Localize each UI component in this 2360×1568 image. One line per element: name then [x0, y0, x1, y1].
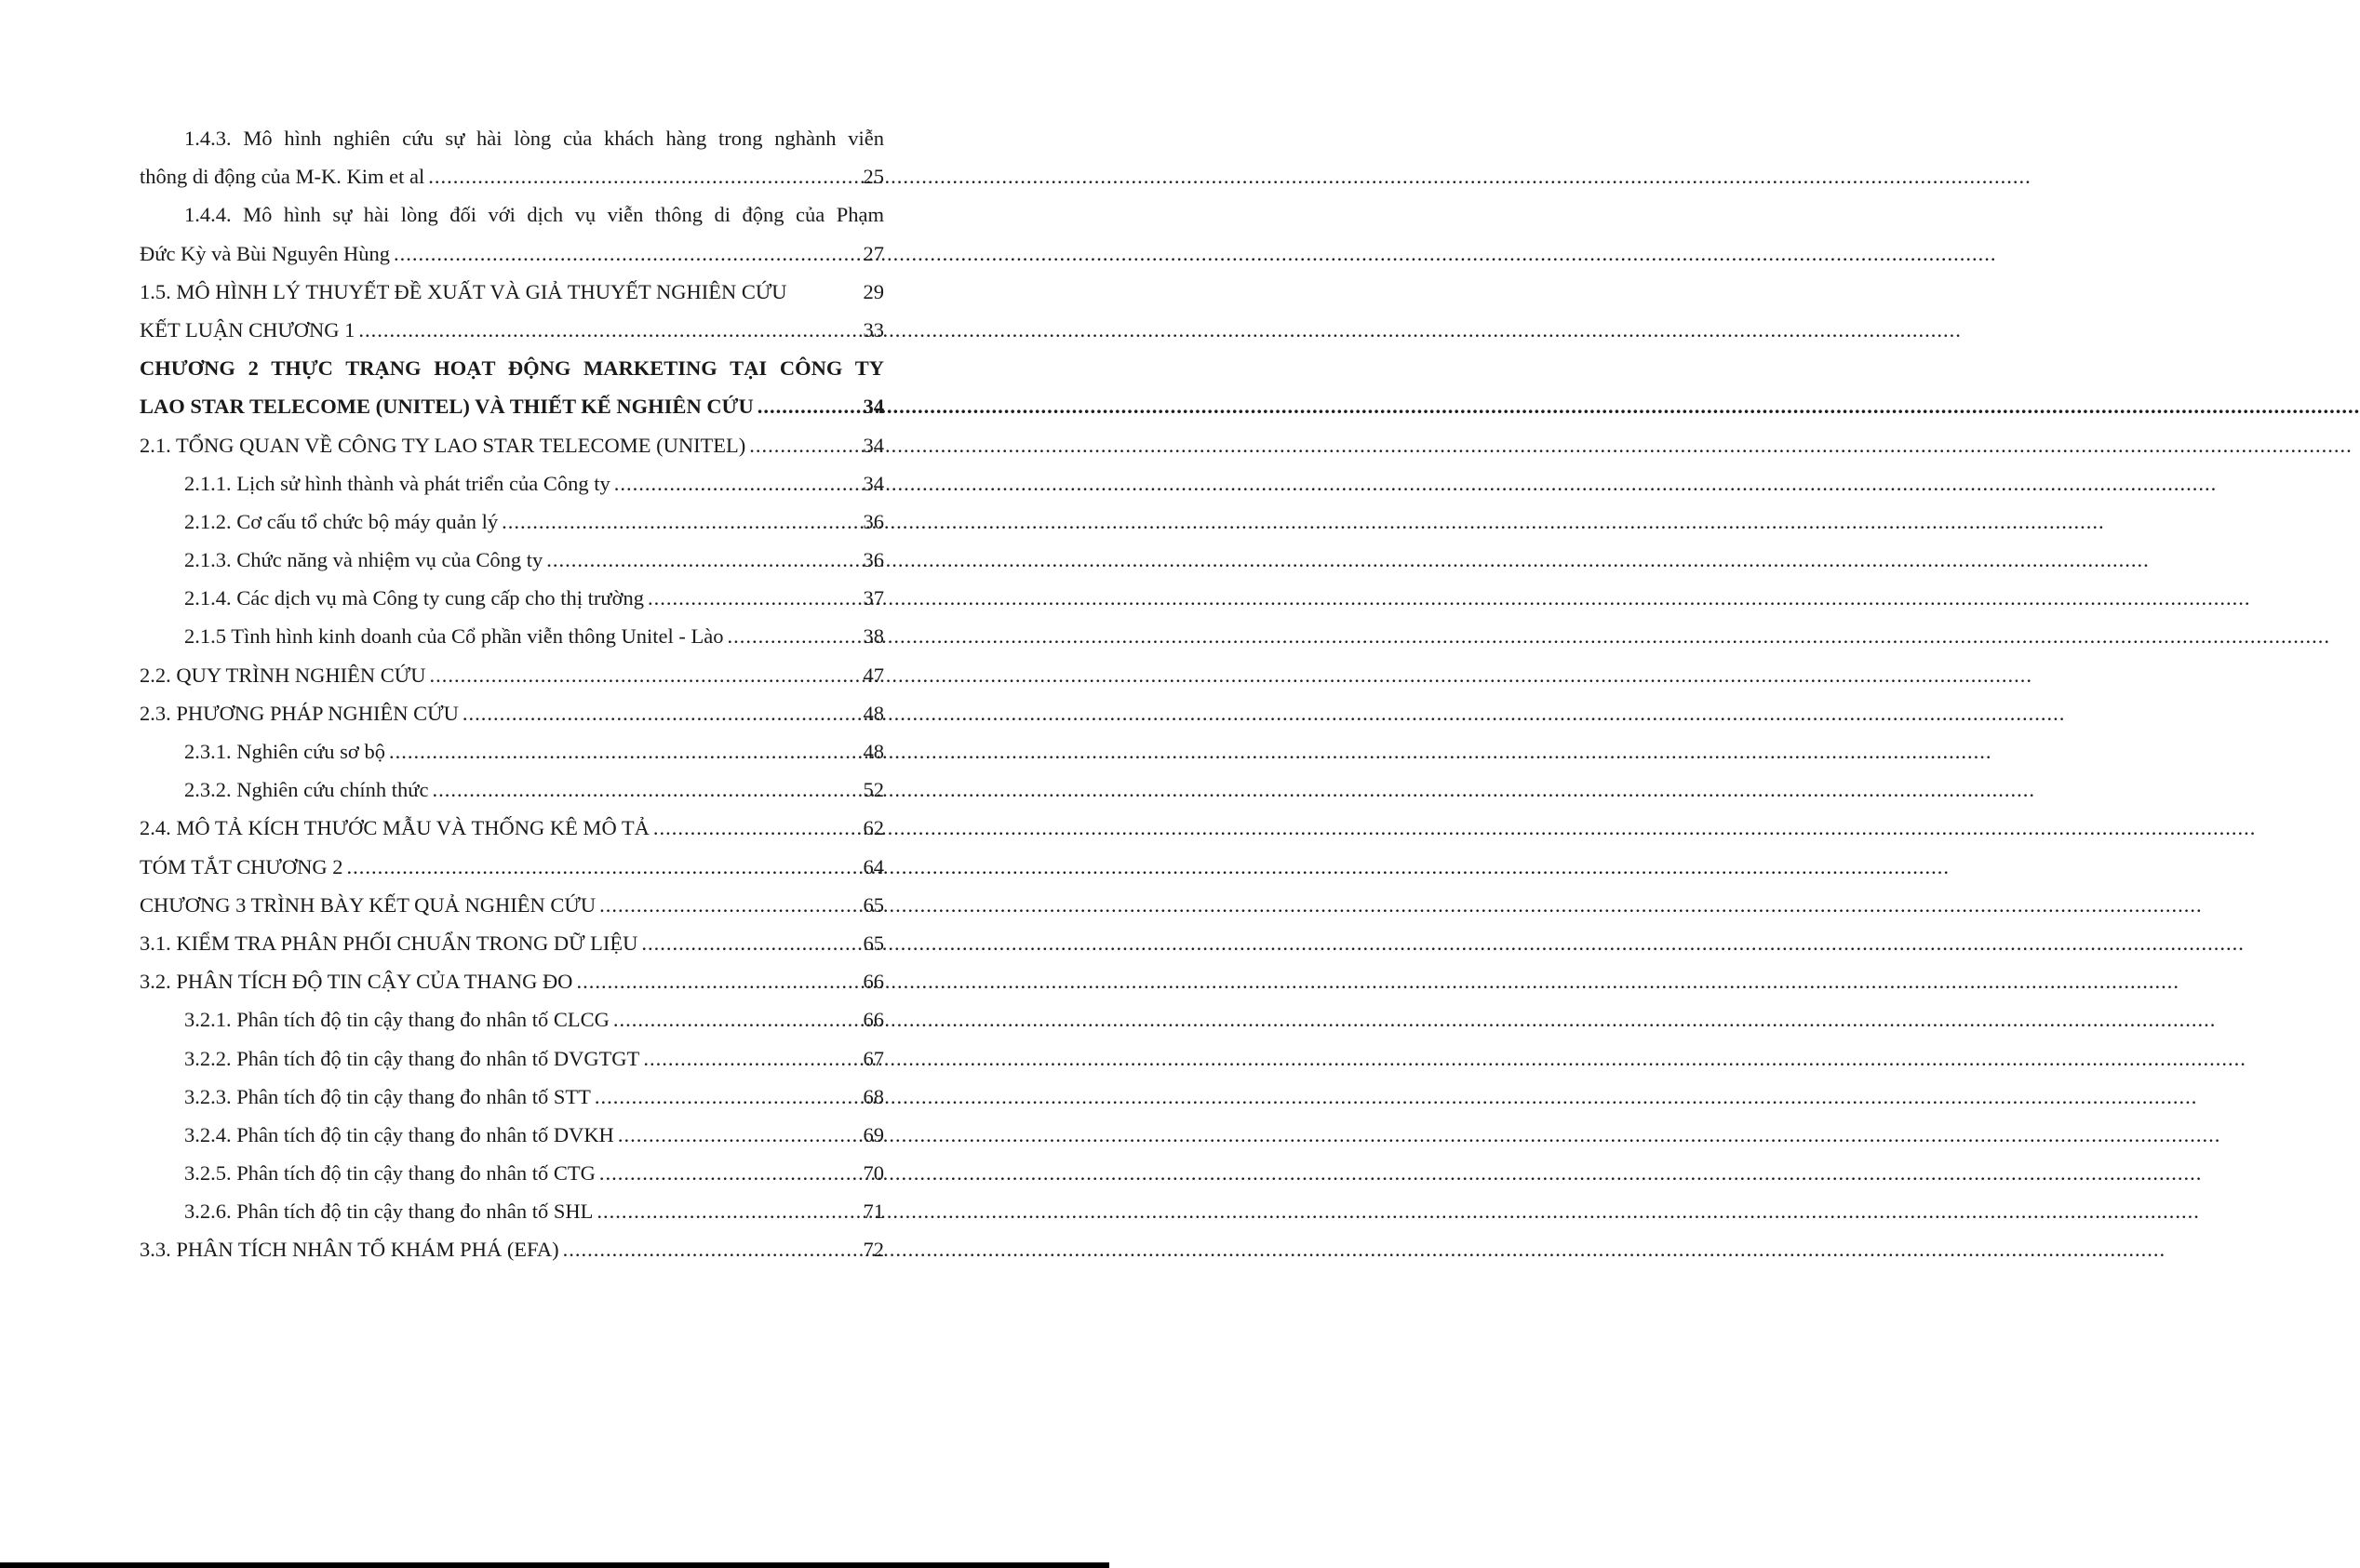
- toc-entry-title: 2.3. PHƯƠNG PHÁP NGHIÊN CỨU: [140, 701, 459, 725]
- toc-entry-title: 2.1. TỔNG QUAN VỀ CÔNG TY LAO STAR TELECOME (UNITEL): [140, 433, 746, 457]
- dot-leader: [389, 732, 862, 771]
- dot-leader: [595, 1078, 862, 1116]
- toc-entry-1-4-3-line1: [140, 119, 884, 157]
- toc-entry-title: 2.3.2. Nghiên cứu chính thức: [184, 778, 429, 802]
- toc-entry-title: 2.1.5 Tình hình kinh doanh của Cổ phần viễn thông Unitel - Lào: [184, 624, 724, 649]
- toc-entry-2-2[interactable]: [140, 656, 884, 694]
- toc-entry-2-1-2[interactable]: [140, 503, 884, 541]
- toc-page-number: 52: [863, 778, 884, 802]
- dot-leader: [599, 886, 861, 924]
- toc-page-number: 34: [863, 433, 884, 457]
- toc-page-number: 34: [863, 395, 884, 419]
- toc-entry-title: Đức Kỳ và Bùi Nguyên Hùng: [140, 241, 391, 265]
- toc-entry-title: 3.1. KIỂM TRA PHÂN PHỐI CHUẨN TRONG DỮ LIỆU: [140, 931, 638, 955]
- dot-leader: [641, 924, 861, 962]
- toc-entry-title: 3.3. PHÂN TÍCH NHÂN TỐ KHÁM PHÁ (EFA): [140, 1238, 559, 1262]
- toc-entry-title: 3.2.2. Phân tích độ tin cậy thang đo nhân tố DVGTGT: [184, 1046, 640, 1070]
- toc-page-number: 36: [863, 509, 884, 533]
- dot-leader: [728, 617, 862, 655]
- toc-entry-title: 1.4.3. Mô hình nghiên cứu sự hài lòng của khách hàng trong nghành viễn: [184, 127, 884, 150]
- toc-entry-title: TÓM TẮT CHƯƠNG 2: [140, 854, 343, 878]
- toc-entry-chuong-2-line1: [140, 349, 884, 387]
- toc-entry-title: 3.2. PHÂN TÍCH ĐỘ TIN CẬY CỦA THANG ĐO: [140, 970, 573, 994]
- toc-entry-3-1[interactable]: [140, 924, 884, 962]
- toc-entry-title: 2.1.2. Cơ cấu tổ chức bộ máy quản lý: [184, 509, 499, 533]
- toc-entry-chuong-2[interactable]: [140, 387, 884, 425]
- toc-entry-title: 2.1.1. Lịch sử hình thành và phát triển của Công ty: [184, 471, 610, 495]
- toc-entry-title: LAO STAR TELECOME (UNITEL) VÀ THIẾT KẾ NGHIÊN CỨU: [140, 395, 754, 419]
- dot-leader: [428, 157, 861, 195]
- toc-page-number: 27: [863, 241, 884, 265]
- dot-leader: [546, 541, 861, 579]
- toc-page-number: 64: [863, 854, 884, 878]
- toc-entry-2-1-4[interactable]: [140, 579, 884, 617]
- dot-leader: [576, 962, 861, 1000]
- toc-page-number: 48: [863, 740, 884, 763]
- dot-leader: [749, 426, 861, 464]
- toc-entry-title: 3.2.4. Phân tích độ tin cậy thang đo nhân tố DVKH: [184, 1122, 614, 1146]
- toc-entry-title: 3.2.1. Phân tích độ tin cậy thang đo nhân tố CLCG: [184, 1008, 610, 1032]
- dot-leader: [758, 387, 862, 425]
- toc-page-number: 67: [863, 1046, 884, 1070]
- toc-entry-title: 2.1.4. Các dịch vụ mà Công ty cung cấp cho thị trường: [184, 586, 645, 610]
- toc-page-number: 33: [863, 317, 884, 342]
- toc-entry-title: KẾT LUẬN CHƯƠNG 1: [140, 317, 355, 342]
- toc-entry-2-3-2[interactable]: [140, 771, 884, 809]
- dot-leader: [599, 1154, 862, 1192]
- toc-entry-title: thông di động của M-K. Kim et al: [140, 165, 425, 189]
- toc-entry-1-4-3[interactable]: [140, 157, 884, 195]
- toc-page-number: 34: [863, 471, 884, 495]
- toc-entry-3-2-3[interactable]: [140, 1078, 884, 1116]
- toc-page-number: 25: [863, 165, 884, 189]
- toc-entry-2-3[interactable]: [140, 694, 884, 732]
- toc-entry-1-5[interactable]: [140, 273, 884, 311]
- dot-leader: [358, 311, 861, 349]
- toc-entry-title: CHƯƠNG 2 THỰC TRẠNG HOẠT ĐỘNG MARKETING TẠI CÔNG TY: [140, 356, 884, 381]
- dot-leader: [432, 771, 861, 809]
- toc-page-number: 66: [863, 970, 884, 994]
- page-bottom-border: [0, 1562, 1109, 1568]
- dot-leader: [563, 1230, 862, 1268]
- toc-page-number: 47: [863, 663, 884, 687]
- dot-leader: [394, 235, 861, 273]
- toc-entry-2-1[interactable]: [140, 426, 884, 464]
- toc-page-number: 68: [863, 1084, 884, 1108]
- toc-entry-title: 2.3.1. Nghiên cứu sơ bộ: [184, 740, 385, 763]
- toc-page-number: 37: [863, 586, 884, 610]
- toc-entry-title: 2.2. QUY TRÌNH NGHIÊN CỨU: [140, 663, 426, 687]
- dot-leader: [347, 848, 862, 886]
- table-of-contents: [140, 119, 884, 1269]
- toc-entry-3-2-4[interactable]: [140, 1116, 884, 1154]
- toc-page-number: 29: [863, 279, 884, 303]
- toc-entry-2-4[interactable]: [140, 809, 884, 847]
- toc-entry-title: 2.1.3. Chức năng và nhiệm vụ của Công ty: [184, 548, 543, 572]
- toc-page-number: 65: [863, 892, 884, 917]
- toc-entry-2-1-3[interactable]: [140, 541, 884, 579]
- toc-entry-2-1-5[interactable]: [140, 617, 884, 655]
- toc-entry-3-2-5[interactable]: [140, 1154, 884, 1192]
- toc-entry-1-4-4-line1: [140, 195, 884, 234]
- toc-page-number: 72: [863, 1238, 884, 1262]
- dot-leader: [614, 464, 862, 503]
- toc-page-number: 71: [863, 1199, 884, 1224]
- toc-page-number: 65: [863, 931, 884, 955]
- toc-entry-ket-luan-chuong-1[interactable]: [140, 311, 884, 349]
- dot-leader: [429, 656, 861, 694]
- dot-leader: [618, 1116, 862, 1154]
- toc-page-number: 36: [863, 548, 884, 572]
- dot-leader: [502, 503, 861, 541]
- toc-entry-3-2-6[interactable]: [140, 1192, 884, 1230]
- toc-page-number: 62: [863, 816, 884, 840]
- toc-page-number: 66: [863, 1008, 884, 1032]
- toc-entry-title: 3.2.6. Phân tích độ tin cậy thang đo nhân tố SHL: [184, 1199, 594, 1224]
- toc-page-number: 70: [863, 1161, 884, 1186]
- toc-entry-title: 2.4. MÔ TẢ KÍCH THƯỚC MẪU VÀ THỐNG KÊ MÔ TẢ: [140, 816, 650, 840]
- toc-entry-1-4-4[interactable]: [140, 235, 884, 273]
- toc-page-number: 48: [863, 701, 884, 725]
- toc-entry-2-1-1[interactable]: [140, 464, 884, 503]
- toc-entry-title: 1.4.4. Mô hình sự hài lòng đối với dịch vụ viễn thông di động của Phạm: [184, 203, 884, 227]
- toc-entry-3-2-1[interactable]: [140, 1000, 884, 1039]
- toc-page-number: 69: [863, 1122, 884, 1146]
- toc-entry-title: 3.2.3. Phân tích độ tin cậy thang đo nhân tố STT: [184, 1084, 591, 1108]
- document-page: [0, 0, 1109, 1568]
- dot-leader: [597, 1192, 861, 1230]
- toc-entry-2-3-1[interactable]: [140, 732, 884, 771]
- dot-leader: [653, 809, 862, 847]
- toc-entry-title: 3.2.5. Phân tích độ tin cậy thang đo nhân tố CTG: [184, 1161, 596, 1186]
- toc-entry-3-3[interactable]: [140, 1230, 884, 1268]
- dot-leader: [648, 579, 861, 617]
- toc-entry-title: CHƯƠNG 3 TRÌNH BÀY KẾT QUẢ NGHIÊN CỨU: [140, 892, 597, 917]
- dot-leader: [463, 694, 862, 732]
- toc-page-number: 38: [863, 624, 884, 649]
- toc-entry-tom-tat-chuong-2[interactable]: [140, 848, 884, 886]
- toc-entry-title: 1.5. MÔ HÌNH LÝ THUYẾT ĐỀ XUẤT VÀ GIẢ THUYẾT NGHIÊN CỨU: [140, 279, 787, 303]
- dot-leader: [613, 1000, 862, 1039]
- toc-entry-3-2-2[interactable]: [140, 1039, 884, 1078]
- dot-leader: [643, 1039, 861, 1078]
- toc-entry-3-2[interactable]: [140, 962, 884, 1000]
- toc-entry-chuong-3[interactable]: [140, 886, 884, 924]
